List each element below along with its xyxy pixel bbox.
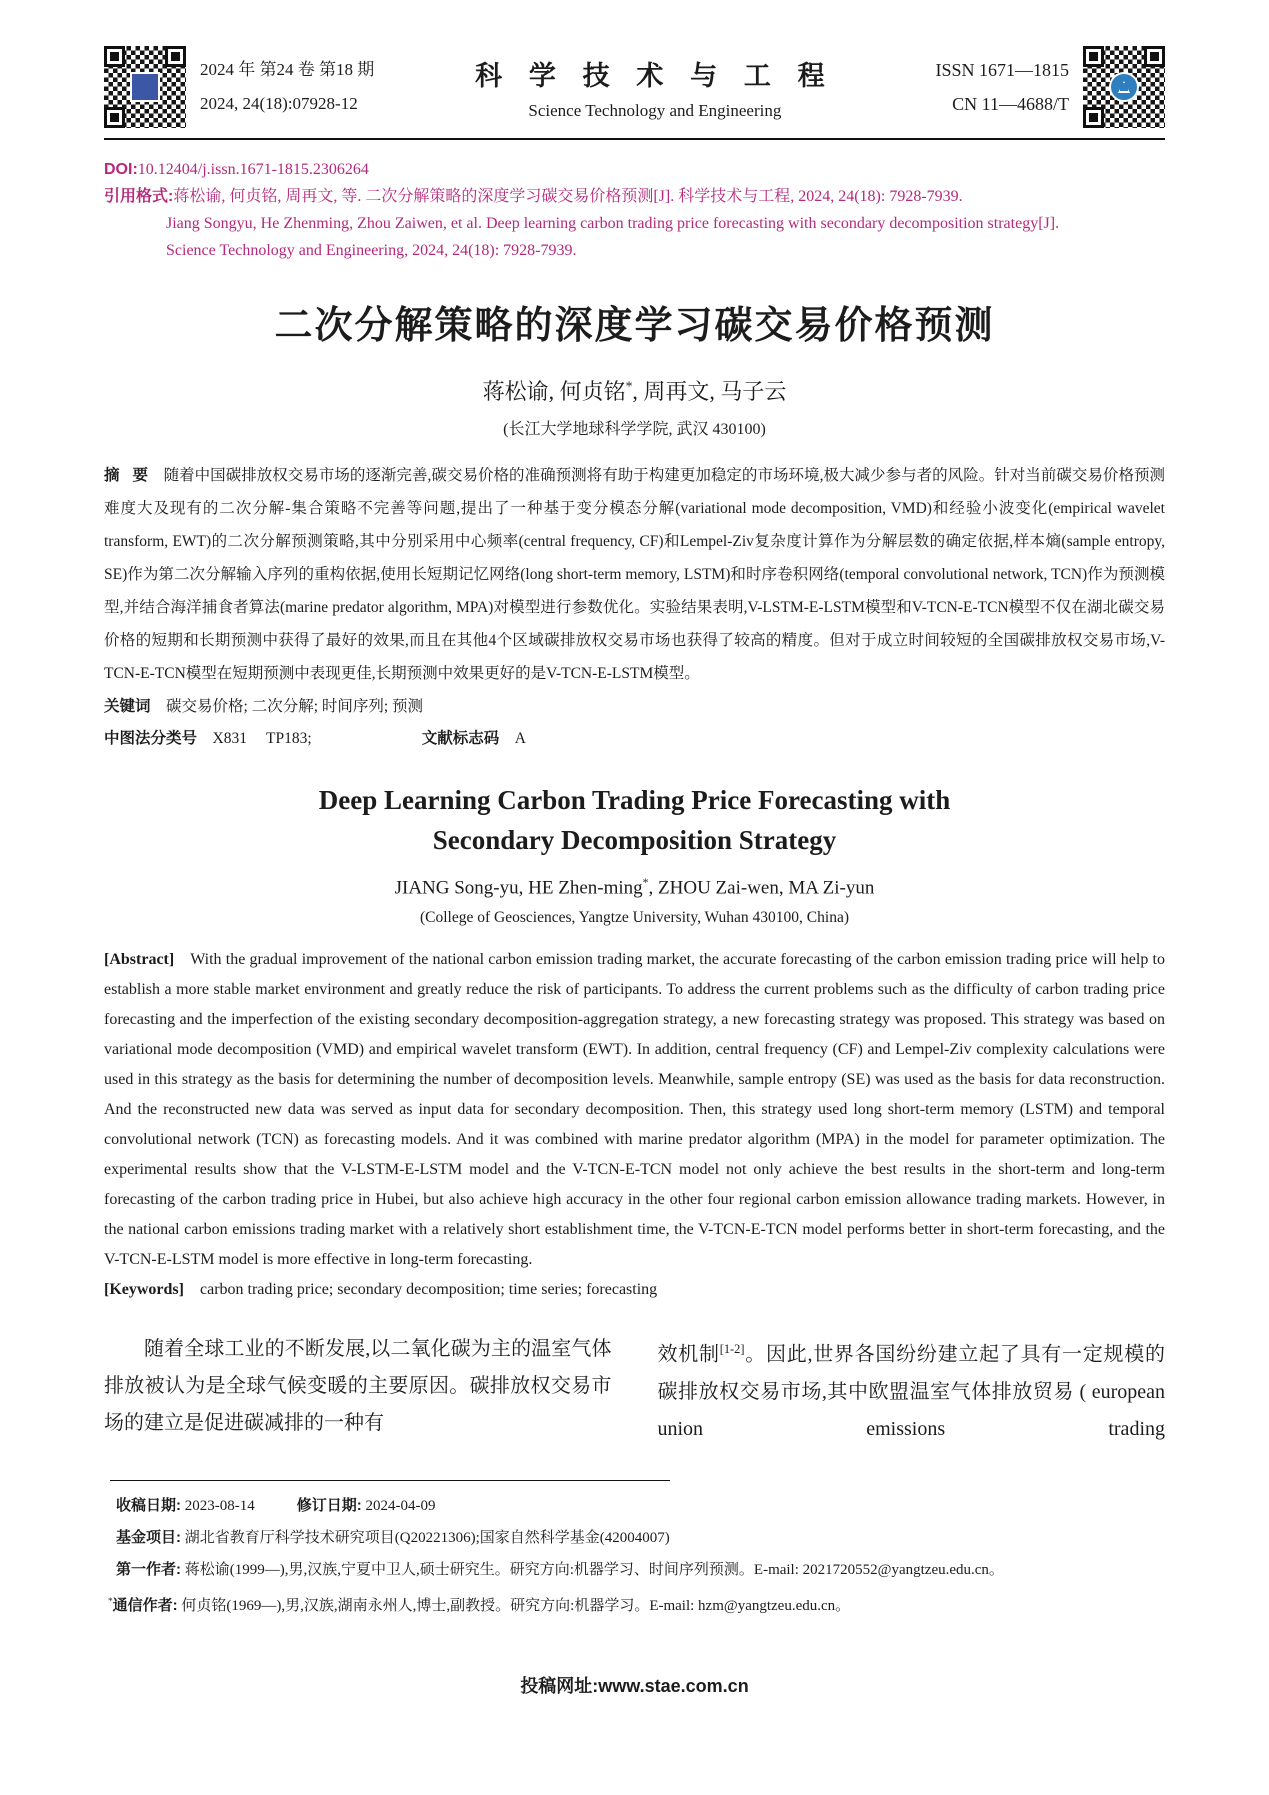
clc-value: X831 TP183; — [212, 730, 312, 747]
paper-title-en-line1: Deep Learning Carbon Trading Price Forecasting with — [318, 785, 951, 815]
footnote-block — [104, 1480, 1165, 1625]
affiliation-en: (College of Geosciences, Yangtze University, Wuhan 430100, China) — [420, 909, 849, 927]
footnote-first-author — [104, 1557, 1165, 1583]
authors-en — [104, 876, 1165, 899]
first-author-value: 蒋松谕(1999—),男,汉族,宁夏中卫人,硕士研究生。研究方向:机器学习、时间序列预测。E-mail: 2021720552@yangtzeu.edu.cn。 — [184, 1562, 1004, 1578]
qr-code-left-icon — [104, 46, 186, 128]
qr-finder-icon — [104, 46, 125, 67]
authors-en-pre: JIANG Song-yu, HE Zhen-ming — [394, 877, 643, 899]
citation-text-cn: 蒋松谕, 何贞铭, 周再文, 等. 二次分解策略的深度学习碳交易价格预测[J]. 科学技术与工程, 2024, 24(18): 7928-7939. — [173, 188, 963, 205]
revised-value: 2024-04-09 — [365, 1498, 436, 1514]
received-value: 2023-08-14 — [184, 1498, 255, 1514]
fund-value: 湖北省教育厅科学技术研究项目(Q20221306);国家自然科学基金(42004007) — [184, 1530, 670, 1546]
clc-label: 中图法分类号 — [104, 730, 198, 747]
fund-label: 基金项目: — [116, 1529, 181, 1546]
first-author-label: 第一作者: — [116, 1561, 181, 1578]
abstract-en — [104, 945, 1165, 1275]
clc-line — [104, 724, 1165, 754]
footnote-fund — [104, 1525, 1165, 1551]
citation-label: 引用格式: — [104, 188, 174, 205]
keywords-en-label: [Keywords] — [104, 1281, 184, 1299]
issue-line1: 2024 年 第24 卷 第18 期 — [200, 60, 375, 79]
citation-line-cn — [104, 183, 1165, 210]
citation-line-en1: Jiang Songyu, He Zhenming, Zhou Zaiwen, et al. Deep learning carbon trading price forecasting with secondary decomposition strategy[J]. — [166, 215, 1060, 232]
footnote-divider — [110, 1480, 670, 1481]
body-column-left — [104, 1331, 612, 1448]
body-right-post: 。因此,世界各国纷纷建立起了具有一定规模的碳排放权交易市场,其中欧盟温室气体排放贸易 ( european union emissions trading — [657, 1343, 1166, 1440]
doi-value: 10.12404/j.issn.1671-1815.2306264 — [137, 161, 369, 178]
authors-cn-post: , 周再文, 马子云 — [632, 379, 787, 404]
keywords-en — [104, 1275, 1165, 1305]
qr-center-logo-icon — [130, 72, 160, 102]
journal-name-en: Science Technology and Engineering — [528, 100, 782, 120]
doc-code-value: A — [514, 730, 526, 747]
qr-finder-icon — [1083, 46, 1104, 67]
issn-number: ISSN 1671—1815 — [935, 60, 1070, 80]
corresponding-value: 何贞铭(1969—),男,汉族,湖南永州人,博士,副教授。研究方向:机器学习。E-mail: hzm@yangtzeu.edu.cn。 — [181, 1598, 851, 1614]
footnote-dates — [104, 1493, 1165, 1519]
abstract-cn — [104, 459, 1165, 690]
issn-info — [835, 53, 1069, 121]
journal-masthead — [104, 46, 1165, 128]
authors-cn — [104, 375, 1165, 406]
body-right-pre: 效机制 — [657, 1343, 720, 1366]
received-label: 收稿日期: — [116, 1497, 181, 1514]
qr-finder-icon — [1144, 46, 1165, 67]
keywords-cn-text: 碳交易价格; 二次分解; 时间序列; 预测 — [166, 698, 424, 715]
reference-superscript: [1-2] — [719, 1342, 745, 1357]
authors-cn-pre: 蒋松谕, 何贞铭 — [482, 379, 626, 404]
body-paragraph-left: 随着全球工业的不断发展,以二氧化碳为主的温室气体排放被认为是全球气候变暖的主要原因。碳排放权交易市场的建立是促进碳减排的一种有 — [104, 1338, 612, 1435]
paper-title-en — [104, 780, 1165, 860]
paper-title-cn: 二次分解策略的深度学习碳交易价格预测 — [274, 305, 995, 347]
keywords-cn — [104, 692, 1165, 722]
qr-center-logo-icon — [1109, 72, 1139, 102]
body-columns — [104, 1331, 1165, 1448]
abstract-en-text: With the gradual improvement of the national carbon emission trading market, the accurate forecasting of the carbon emission trading price will help to establish a more stable market environment and greatly reduce the risk of participants. To address the current problems such as the difficulty of carbon trading price forecasting and the imperfection of the existing secondary decomposition-aggregation strategy, a new forecasting strategy was proposed. This strategy was based on variational mode decomposition (VMD) and empirical wavelet transform (EWT). In addition, central frequency (CF) and Lempel-Ziv complexity calculations were used in this strategy as the basis for determining the number of decomposition levels. Meanwhile, sample entropy (SE) was used as the basis for data reconstruction. And the reconstructed new data was served as input data for secondary decomposition. Then, this strategy used long short-term memory (LSTM) and temporal convolutional network (TCN) as forecasting models. And it was combined with marine predator algorithm (MPA) in the model for parameter optimization. The experimental results show that the V-LSTM-E-LSTM model and the V-TCN-E-TCN model not only achieve the best results in the short-term and long-term forecasting of the carbon trading price in Hubei, but also achieve high accuracy in the other four regional carbon emission allowance trading markets. However, in the national carbon emissions trading market with a relatively short establishment time, the V-TCN-E-TCN model performs better in short-term forecasting, and the V-TCN-E-LSTM model is more effective in long-term forecasting. — [104, 951, 1165, 1269]
body-paragraph-right — [658, 1331, 1166, 1448]
doi-line — [104, 156, 1165, 183]
authors-en-post: , ZHOU Zai-wen, MA Zi-yun — [648, 877, 875, 899]
corresponding-author-asterisk-en: * — [642, 876, 649, 889]
citation-line-en2: Science Technology and Engineering, 2024, 24(18): 7928-7939. — [166, 242, 577, 259]
doi-label: DOI: — [104, 161, 138, 178]
keywords-en-text: carbon trading price; secondary decomposition; time series; forecasting — [199, 1281, 658, 1299]
footnote-corresponding-author — [104, 1589, 1165, 1619]
corresponding-label: 通信作者: — [112, 1597, 178, 1614]
corresponding-asterisk: * — [108, 1597, 113, 1607]
revised-label: 修订日期: — [296, 1497, 362, 1514]
abstract-cn-label: 摘 要 — [104, 467, 149, 484]
keywords-cn-label: 关键词 — [104, 698, 151, 715]
doc-code-label: 文献标志码 — [421, 730, 500, 747]
qr-finder-icon — [165, 46, 186, 67]
journal-name — [475, 54, 835, 121]
body-column-right — [658, 1331, 1166, 1448]
corresponding-author-asterisk: * — [625, 378, 633, 394]
affiliation-cn: (长江大学地球科学学院, 武汉 430100) — [503, 421, 766, 438]
qr-finder-icon — [1083, 107, 1104, 128]
abstract-cn-text: 随着中国碳排放权交易市场的逐渐完善,碳交易价格的准确预测将有助于构建更加稳定的市场环境,极大减少参与者的风险。针对当前碳交易价格预测难度大及现有的二次分解-集合策略不完善等问题,提出了一种基于变分模态分解(variational mode decomposition, VMD)和经验小波变化(empirical wavelet transform, EWT)的二次分解预测策略,其中分别采用中心频率(central frequency, CF)和Lempel-Ziv复杂度计算作为分解层数的确定依据,样本熵(sample entropy, SE)作为第二次分解输入序列的重构依据,使用长短期记忆网络(long short-term memory, LSTM)和时序卷积网络(temporal convolutional network, TCN)作为预测模型,并结合海洋捕食者算法(marine predator algorithm, MPA)对模型进行参数优化。实验结果表明,V-LSTM-E-LSTM模型和V-TCN-E-TCN模型不仅在湖北碳交易价格的短期和长期预测中获得了最好的效果,而且在其他4个区域碳排放权交易市场也获得了较高的精度。但对于成立时间较短的全国碳排放权交易市场,V-TCN-E-TCN模型在短期预测中表现更佳,长期预测中效果更好的是V-TCN-E-LSTM模型。 — [104, 467, 1166, 682]
citation-block — [104, 156, 1165, 264]
paper-title-en-line2: Secondary Decomposition Strategy — [432, 825, 837, 855]
issue-line2: 2024, 24(18):07928-12 — [200, 94, 358, 113]
cn-number: CN 11—4688/T — [952, 94, 1070, 114]
qr-code-right-icon — [1083, 46, 1165, 128]
abstract-en-label: [Abstract] — [104, 951, 175, 969]
masthead-divider — [104, 138, 1165, 140]
issue-info — [200, 53, 475, 121]
qr-finder-icon — [104, 107, 125, 128]
submission-site-footer: 投稿网址:www.stae.com.cn — [520, 1676, 749, 1696]
journal-name-cn: 科 学 技 术 与 工 程 — [475, 60, 835, 91]
